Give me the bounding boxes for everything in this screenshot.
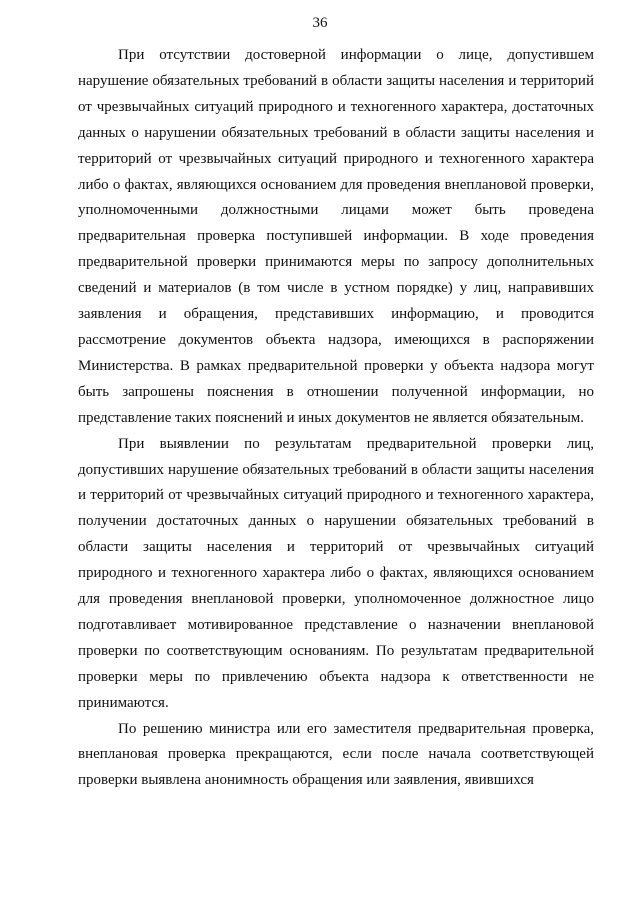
paragraph-unscheduled-inspection: При выявлении по результатам предварительной проверки лиц, допустивших нарушение обязательных требований в области защиты населения и территорий от чрезвычайных ситуаций природного и техногенного характера, получении достаточных данных о нарушении обязательных требований в области защиты населения и территорий от чрезвычайных ситуаций природного и техногенного характера либо о фактах, являющихся основанием для проведения внеплановой проверки, уполномоченное должностное лицо подготавливает мотивированное представление о назначении внеплановой проверки по соответствующим основаниям. По результатам предварительной проверки меры по привлечению объекта надзора к ответственности не принимаются. [78, 435, 594, 711]
page-number: 36 [312, 15, 328, 31]
paragraph-preliminary-check: При отсутствии достоверной информации о лице, допустившем нарушение обязательных требований в области защиты населения и территорий от чрезвычайных ситуаций природного и техногенного характера, достаточных данных о нарушении обязательных требований в области защиты населения и территорий от чрезвычайных ситуаций природного и техногенного характера либо о фактах, являющихся основанием для проведения внеплановой проверки, уполномоченными должностными лицами может быть проведена предварительная проверка поступившей информации. В ходе проведения предварительной проверки принимаются меры по запросу дополнительных сведений и материалов (в том числе в устном порядке) у лиц, направивших заявления и обращения, представивших информацию, и проводится рассмотрение документов объекта надзора, имеющихся в распоряжении Министерства. В рамках предварительной проверки у объекта надзора могут быть запрошены пояснения в отношении полученной информации, но представление таких пояснений и иных документов не является обязательным. [78, 47, 594, 426]
paragraph-termination: По решению министра или его заместителя предварительная проверка, внеплановая проверка прекращаются, если после начала соответствующей проверки выявлена анонимность обращения или заявления, явившихся [78, 720, 594, 789]
document-body [78, 43, 594, 794]
